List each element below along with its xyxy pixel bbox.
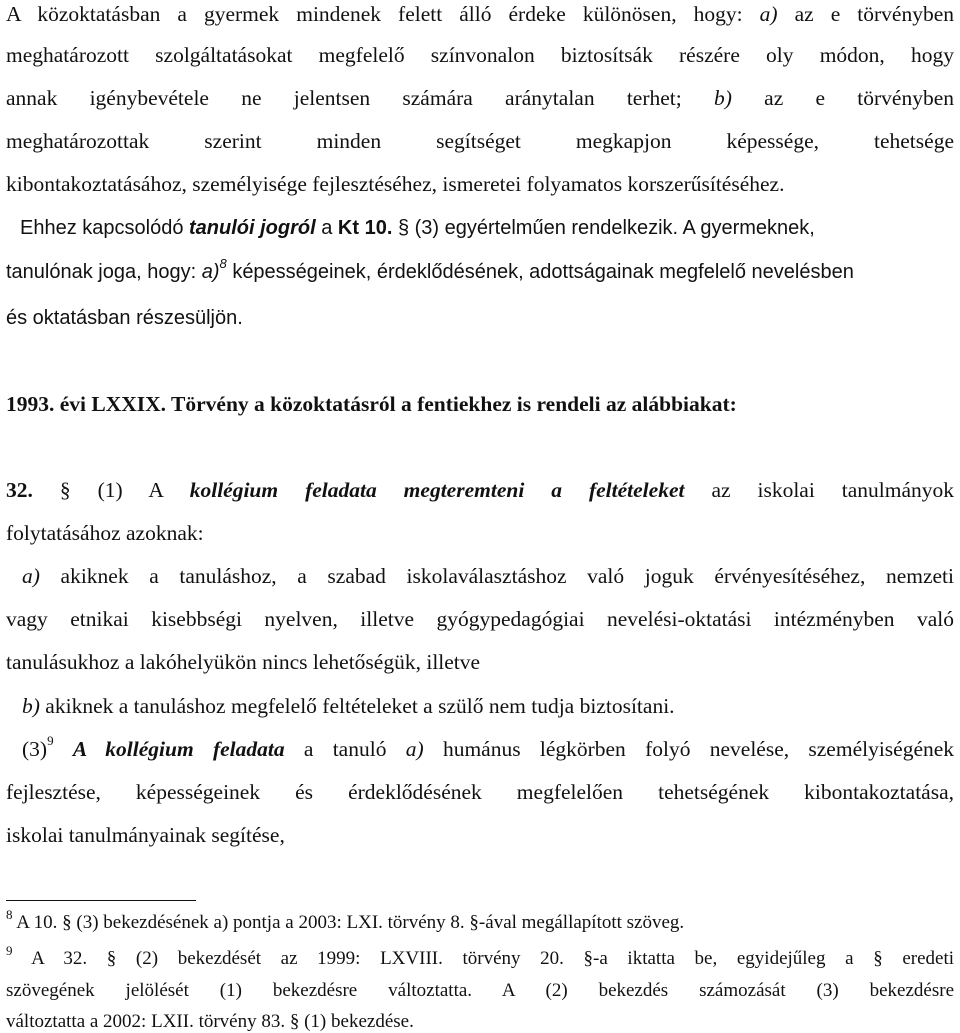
item-a-line-3: tanulásukhoz a lakóhelyükön nincs lehetőségük, illetve [6, 650, 481, 674]
intro-line-2: meghatározott szolgáltatásokat megfelelő színvonalon biztosítsák részére oly módon, hogy [6, 43, 954, 67]
law-heading: 1993. évi LXXIX. Törvény a közoktatásról a fentiekhez is rendeli az alábbiakat: [6, 392, 737, 416]
intro-line-1: A közoktatásban a gyermek mindenek felett álló érdeke különösen, hogy: a) az e törvényben [6, 2, 955, 26]
item-a-line-1: a) akiknek a tanuláshoz, a szabad iskolaválasztáshoz való joguk érvényesítéséhez, nemzeti [22, 564, 954, 588]
section32-line-1: 32. § (1) A kollégium feladata megteremteni a feltételeket az iskolai tanulmányok [6, 478, 955, 502]
item-a-line-2: vagy etnikai kisebbségi nyelven, illetve gyógypedagógiai nevelési-oktatási intézményben való [6, 607, 954, 631]
para3-line-1: $(3)^9$ A kollégium feladata a tanuló a) humánus légkörben folyó nevelése, személyiségének [22, 733, 955, 761]
intro-line-3: annak igénybevétele ne jelentsen számára aránytalan terhet; b) az e törvényben [6, 86, 955, 110]
footnote-9-line-2: szövegének jelölését (1) bekezdésre változtatta. A (2) bekezdés számozását (3) bekezdésre [6, 980, 954, 1001]
ehhez-line-1: Ehhez kapcsolódó tanulói jogról a Kt 10. § (3) egyértelműen rendelkezik. A gyermeknek, [20, 217, 815, 239]
footnote-divider [6, 900, 196, 901]
para3-line-2: fejlesztése, képességeinek és érdeklődésének megfelelően tehetségének kibontakoztatása, [6, 780, 954, 804]
footnote-9-line-1: $^9$ A 32. § (2) bekezdését az 1999: LXVIII. törvény 20. §-a iktatta be, egyidejűleg a § eredeti [6, 943, 955, 969]
intro-line-4: meghatározottak szerint minden segítséget megkapjon képessége, tehetsége [6, 129, 954, 153]
footnote-8: $^8$ A 10. § (3) bekezdésének a) pontja a 2003: LXI. törvény 8. §-ával megállapított szöveg. [6, 907, 685, 933]
ehhez-line-3: és oktatásban részesüljön. [6, 307, 243, 329]
ehhez-line-2: tanulónak joga, hogy: a)$^8$ képességeinek, érdeklődésének, adottságainak megfelelő nevelésben [6, 256, 854, 283]
para3-line-3: iskolai tanulmányainak segítése, [6, 823, 285, 847]
item-b-line-1: b) akiknek a tanuláshoz megfelelő feltételeket a szülő nem tudja biztosítani. [22, 694, 675, 718]
intro-line-5: kibontakoztatásához, személyisége fejlesztéséhez, ismeretei folyamatos korszerűsítéséhez. [6, 172, 785, 196]
section32-line-2: folytatásához azoknak: [6, 521, 204, 545]
footnote-9-line-3: változtatta a 2002: LXII. törvény 83. § (1) bekezdése. [6, 1011, 414, 1032]
